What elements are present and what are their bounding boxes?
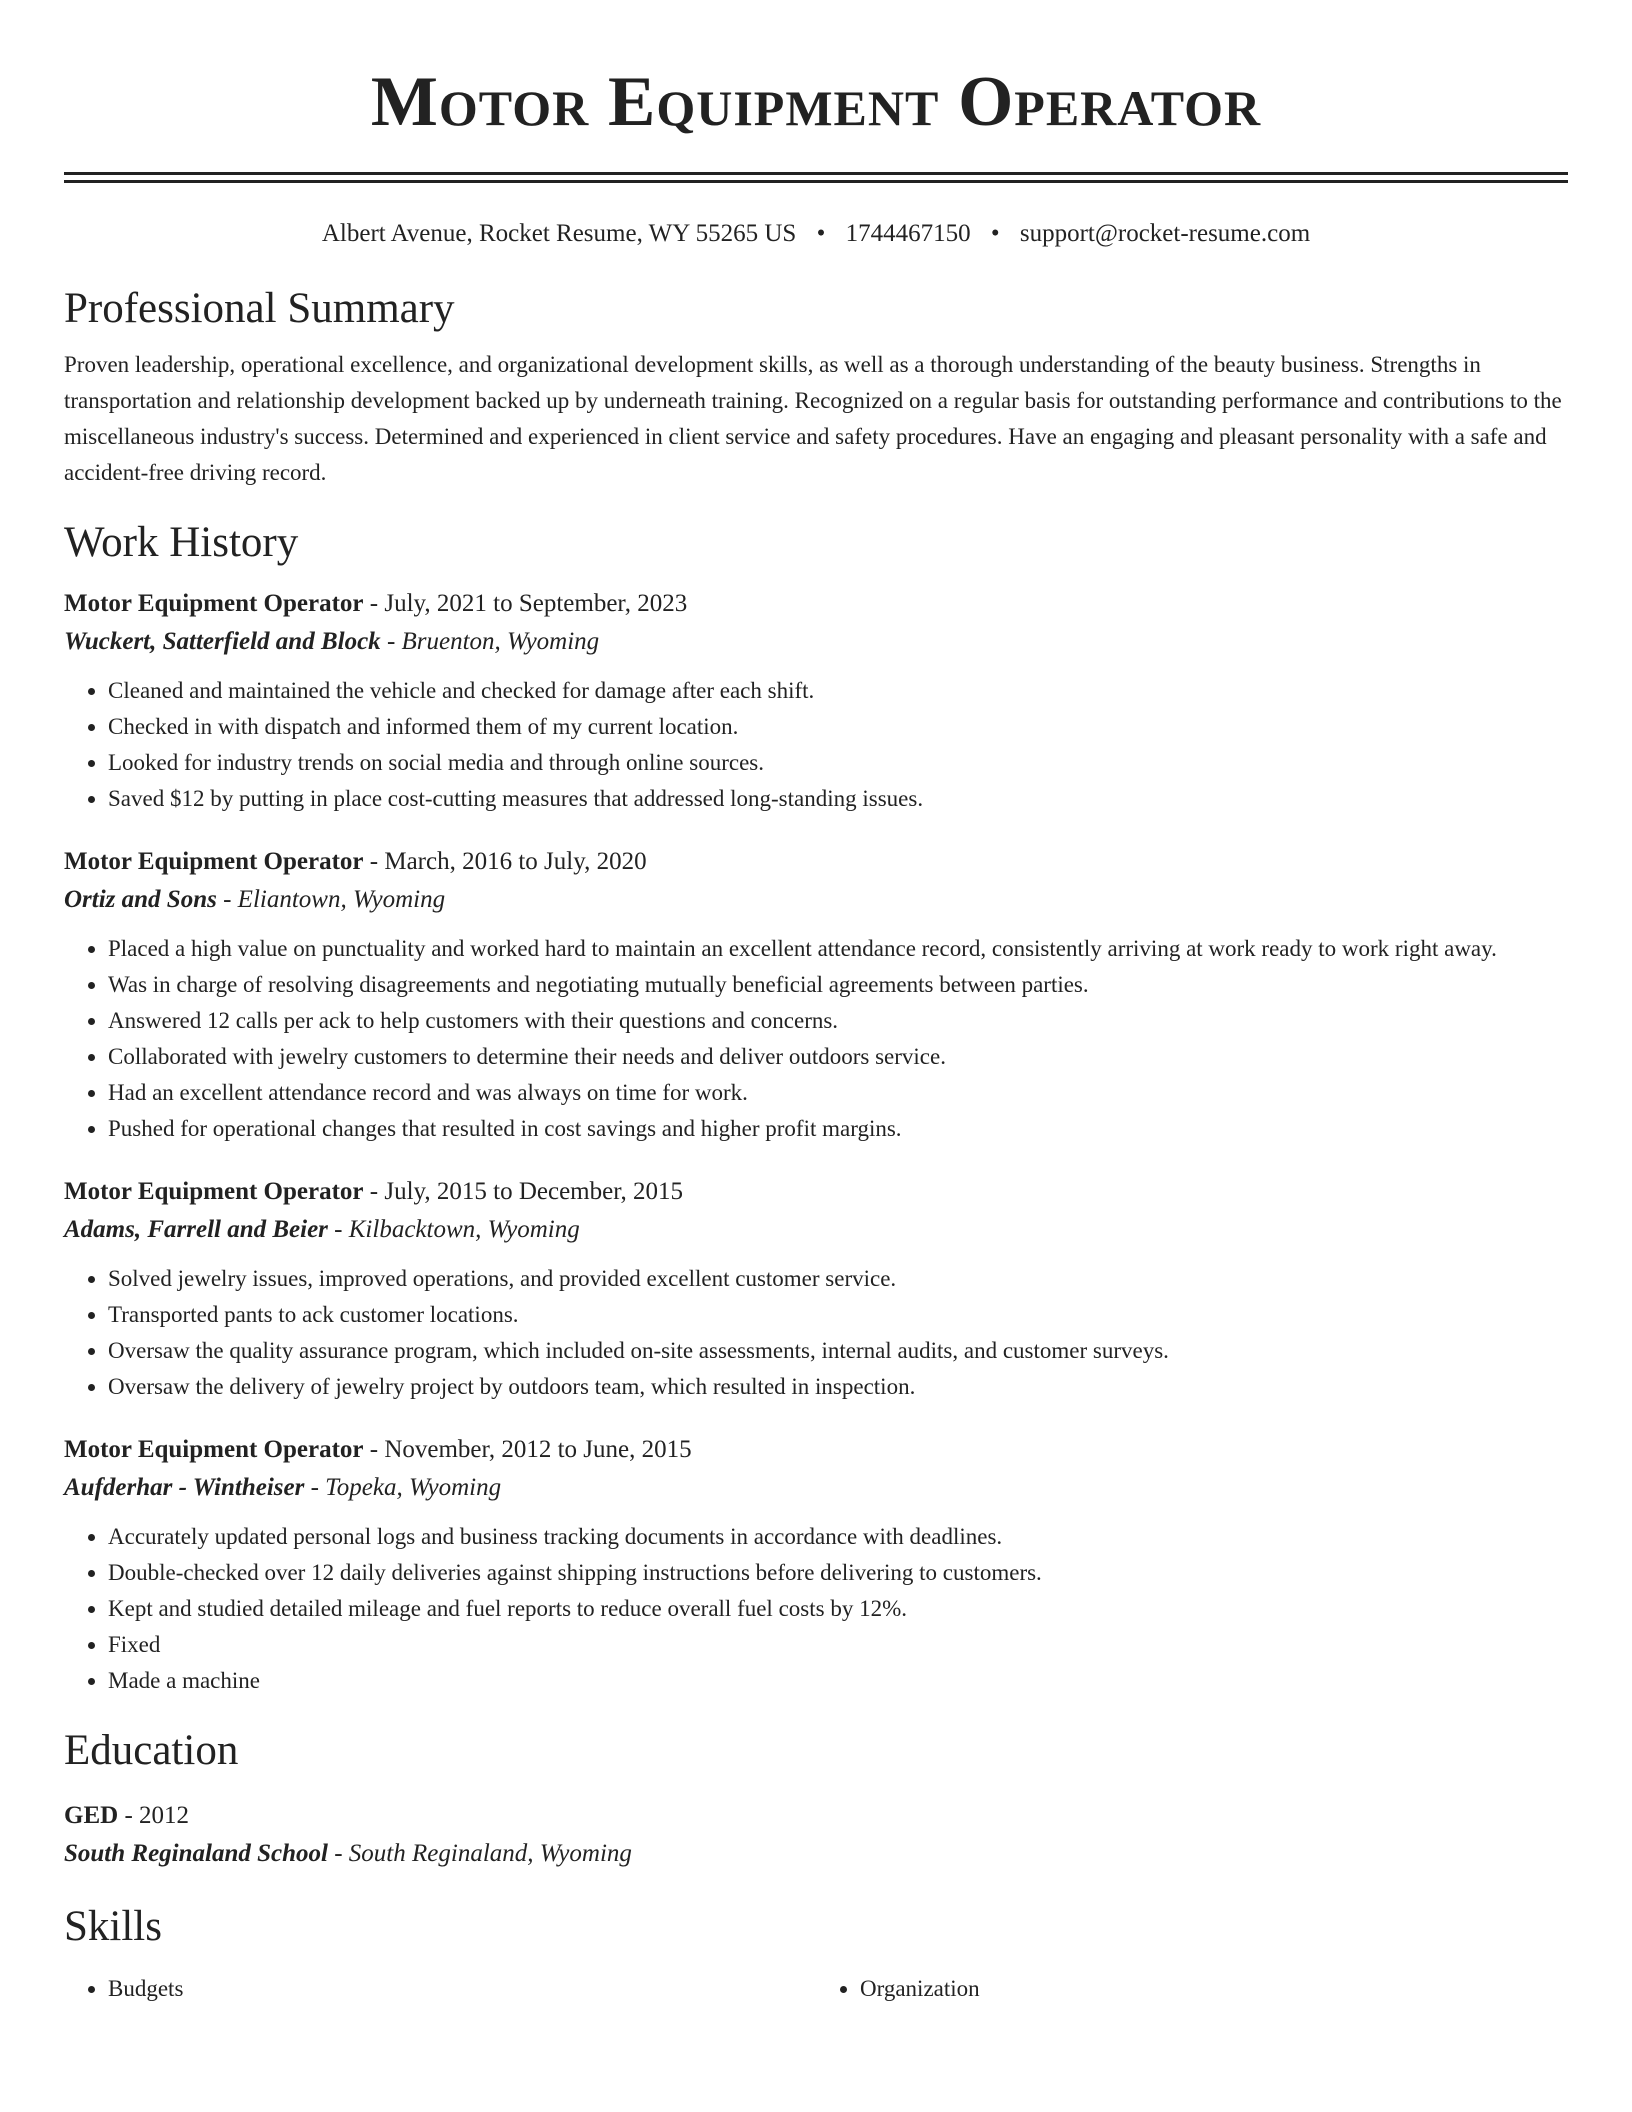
employer-name: Aufderhar - Wintheiser bbox=[64, 1474, 305, 1501]
job-bullet: • Checked in with dispatch and informed them of my current location. bbox=[108, 709, 1568, 745]
skills-column-right bbox=[816, 1971, 1568, 2007]
skills-column-left bbox=[64, 1971, 816, 2007]
employer-location: - Eliantown, Wyoming bbox=[216, 886, 446, 913]
job-entry bbox=[64, 585, 1568, 817]
job-dates: - March, 2016 to July, 2020 bbox=[363, 848, 647, 875]
school-name: South Reginaland School bbox=[64, 1840, 328, 1867]
job-bullet: • Fixed bbox=[108, 1627, 1568, 1663]
skill-item: • Organization bbox=[860, 1971, 1568, 2007]
degree-line bbox=[64, 1797, 1568, 1835]
job-entry bbox=[64, 843, 1568, 1147]
employer-line bbox=[64, 1211, 1568, 1249]
contact-email: support@rocket-resume.com bbox=[1019, 220, 1311, 247]
employer-location: - Bruenton, Wyoming bbox=[380, 628, 600, 655]
job-bullets bbox=[64, 1261, 1568, 1405]
candidate-name: Motor Equipment Operator bbox=[370, 63, 1262, 141]
job-bullet: • Placed a high value on punctuality and worked hard to maintain an excellent attendance record, consistently arriving at work ready to work right away. bbox=[108, 931, 1568, 967]
employer-line bbox=[64, 1469, 1568, 1507]
job-title-line bbox=[64, 1173, 1568, 1211]
job-bullet: • Solved jewelry issues, improved operations, and provided excellent customer service. bbox=[108, 1261, 1568, 1297]
school-line bbox=[64, 1835, 1568, 1873]
job-title-line bbox=[64, 1431, 1568, 1469]
job-bullet: • Pushed for operational changes that resulted in cost savings and higher profit margins. bbox=[108, 1111, 1568, 1147]
school-location: - South Reginaland, Wyoming bbox=[327, 1840, 632, 1867]
job-title-line bbox=[64, 585, 1568, 623]
job-dates: - November, 2012 to June, 2015 bbox=[363, 1436, 692, 1463]
job-bullets bbox=[64, 673, 1568, 817]
job-bullet: • Had an excellent attendance record and was always on time for work. bbox=[108, 1075, 1568, 1111]
job-bullets bbox=[64, 1519, 1568, 1699]
employer-line bbox=[64, 623, 1568, 661]
job-title-line bbox=[64, 843, 1568, 881]
summary-text: Proven leadership, operational excellence, and organizational development skills, as well as a thorough understanding of the beauty business. Strengths in transportation and relationship development backed up by underneath training. Recognized on a regular basis for outstanding performance and contributions to the miscellaneous industry's success. Determined and experienced in client service and safety procedures. Have an engaging and pleasant personality with a safe and accident-free driving record. bbox=[64, 352, 1562, 485]
job-title: Motor Equipment Operator bbox=[64, 1178, 364, 1205]
job-bullet: • Oversaw the quality assurance program, which included on-site assessments, internal audits, and customer surveys. bbox=[108, 1333, 1568, 1369]
employer-name: Adams, Farrell and Beier bbox=[64, 1216, 328, 1243]
employer-name: Wuckert, Satterfield and Block bbox=[64, 628, 381, 655]
employer-name: Ortiz and Sons bbox=[64, 886, 217, 913]
summary-heading: Professional Summary bbox=[64, 285, 455, 332]
degree-name: GED bbox=[64, 1802, 119, 1829]
job-bullet: • Accurately updated personal logs and business tracking documents in accordance with deadlines. bbox=[108, 1519, 1568, 1555]
work-history-heading: Work History bbox=[64, 519, 299, 566]
job-bullet: • Collaborated with jewelry customers to determine their needs and deliver outdoors service. bbox=[108, 1039, 1568, 1075]
employer-location: - Topeka, Wyoming bbox=[304, 1474, 502, 1501]
employer-location: - Kilbacktown, Wyoming bbox=[327, 1216, 580, 1243]
job-bullet: • Answered 12 calls per ack to help customers with their questions and concerns. bbox=[108, 1003, 1568, 1039]
contact-separator: • bbox=[990, 220, 1000, 247]
degree-year: - 2012 bbox=[118, 1802, 190, 1829]
job-bullet: • Kept and studied detailed mileage and fuel reports to reduce overall fuel costs by 12%. bbox=[108, 1591, 1568, 1627]
job-entry bbox=[64, 1431, 1568, 1699]
job-bullet: • Cleaned and maintained the vehicle and checked for damage after each shift. bbox=[108, 673, 1568, 709]
job-title: Motor Equipment Operator bbox=[64, 590, 364, 617]
job-title: Motor Equipment Operator bbox=[64, 848, 364, 875]
job-bullet: • Transported pants to ack customer locations. bbox=[108, 1297, 1568, 1333]
job-bullet: • Double-checked over 12 daily deliveries against shipping instructions before delivering to customers. bbox=[108, 1555, 1568, 1591]
job-bullet: • Made a machine bbox=[108, 1663, 1568, 1699]
education-entry bbox=[64, 1797, 1568, 1873]
skill-item: • Budgets bbox=[108, 1971, 816, 2007]
job-bullet: • Saved $12 by putting in place cost-cutting measures that addressed long-standing issues. bbox=[108, 781, 1568, 817]
employer-line bbox=[64, 881, 1568, 919]
skills-list bbox=[64, 1971, 1568, 2007]
job-title: Motor Equipment Operator bbox=[64, 1436, 364, 1463]
contact-separator: • bbox=[816, 220, 826, 247]
job-dates: - July, 2021 to September, 2023 bbox=[363, 590, 688, 617]
education-heading: Education bbox=[64, 1727, 239, 1774]
contact-address: Albert Avenue, Rocket Resume, WY 55265 US bbox=[321, 220, 797, 247]
skills-heading: Skills bbox=[64, 1903, 162, 1950]
header-double-rule bbox=[64, 172, 1568, 183]
job-bullet: • Looked for industry trends on social media and through online sources. bbox=[108, 745, 1568, 781]
job-bullets bbox=[64, 931, 1568, 1147]
contact-line bbox=[64, 217, 1568, 251]
job-entry bbox=[64, 1173, 1568, 1405]
contact-phone: 1744467150 bbox=[845, 220, 971, 247]
job-bullet: • Was in charge of resolving disagreements and negotiating mutually beneficial agreements between parties. bbox=[108, 967, 1568, 1003]
job-bullet: • Oversaw the delivery of jewelry project by outdoors team, which resulted in inspection. bbox=[108, 1369, 1568, 1405]
job-dates: - July, 2015 to December, 2015 bbox=[363, 1178, 684, 1205]
